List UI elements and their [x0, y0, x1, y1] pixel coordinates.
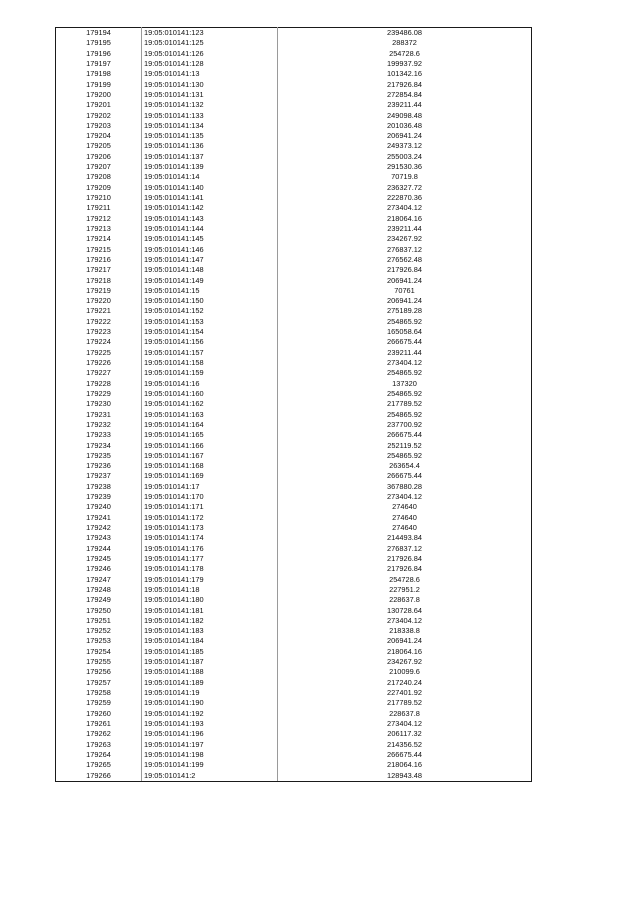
value-cell: 249373.12: [278, 141, 532, 151]
value-cell: 130728.64: [278, 606, 532, 616]
value-cell: 254728.6: [278, 575, 532, 585]
value-cell: 288372: [278, 38, 532, 48]
cadastral-number-cell: 19:05:010141:168: [142, 461, 278, 471]
value-cell: 239211.44: [278, 100, 532, 110]
row-number-cell: 179195: [56, 38, 142, 48]
table-row: [56, 461, 532, 471]
row-number-cell: 179234: [56, 441, 142, 451]
value-cell: 218064.16: [278, 760, 532, 770]
table-row: [56, 224, 532, 234]
cadastral-number-cell: 19:05:010141:170: [142, 492, 278, 502]
value-cell: 274640: [278, 502, 532, 512]
table-row: [56, 667, 532, 677]
row-number-cell: 179229: [56, 389, 142, 399]
table-row: [56, 678, 532, 688]
table-row: [56, 49, 532, 59]
value-cell: 266675.44: [278, 471, 532, 481]
table-row: [56, 59, 532, 69]
table-row: [56, 69, 532, 79]
row-number-cell: 179224: [56, 337, 142, 347]
value-cell: 254865.92: [278, 317, 532, 327]
cadastral-number-cell: 19:05:010141:154: [142, 327, 278, 337]
row-number-cell: 179249: [56, 595, 142, 605]
table-row: [56, 296, 532, 306]
value-cell: 217926.84: [278, 564, 532, 574]
cadastral-number-cell: 19:05:010141:147: [142, 255, 278, 265]
cadastral-number-cell: 19:05:010141:166: [142, 441, 278, 451]
value-cell: 210099.6: [278, 667, 532, 677]
row-number-cell: 179235: [56, 451, 142, 461]
value-cell: 206941.24: [278, 636, 532, 646]
value-cell: 239211.44: [278, 224, 532, 234]
row-number-cell: 179208: [56, 172, 142, 182]
value-cell: 275189.28: [278, 306, 532, 316]
table-row: [56, 38, 532, 48]
cadastral-number-cell: 19:05:010141:169: [142, 471, 278, 481]
value-cell: 274640: [278, 513, 532, 523]
row-number-cell: 179216: [56, 255, 142, 265]
value-cell: 165058.64: [278, 327, 532, 337]
value-cell: 217789.52: [278, 399, 532, 409]
row-number-cell: 179225: [56, 348, 142, 358]
table-row: [56, 502, 532, 512]
value-cell: 206117.32: [278, 729, 532, 739]
table-row: [56, 306, 532, 316]
row-number-cell: 179244: [56, 544, 142, 554]
row-number-cell: 179203: [56, 121, 142, 131]
row-number-cell: 179239: [56, 492, 142, 502]
table-row: [56, 152, 532, 162]
row-number-cell: 179221: [56, 306, 142, 316]
value-cell: 217926.84: [278, 80, 532, 90]
row-number-cell: 179210: [56, 193, 142, 203]
cadastral-number-cell: 19:05:010141:142: [142, 203, 278, 213]
cadastral-number-cell: 19:05:010141:163: [142, 410, 278, 420]
table-row: [56, 141, 532, 151]
table-row: [56, 647, 532, 657]
value-cell: 263654.4: [278, 461, 532, 471]
table-row: [56, 399, 532, 409]
row-number-cell: 179223: [56, 327, 142, 337]
row-number-cell: 179251: [56, 616, 142, 626]
cadastral-number-cell: 19:05:010141:159: [142, 368, 278, 378]
value-cell: 70719.8: [278, 172, 532, 182]
value-cell: 273404.12: [278, 616, 532, 626]
value-cell: 217789.52: [278, 698, 532, 708]
value-cell: 137320: [278, 379, 532, 389]
row-number-cell: 179206: [56, 152, 142, 162]
cadastral-number-cell: 19:05:010141:137: [142, 152, 278, 162]
table-row: [56, 358, 532, 368]
table-row: [56, 585, 532, 595]
cadastral-number-cell: 19:05:010141:179: [142, 575, 278, 585]
row-number-cell: 179209: [56, 183, 142, 193]
value-cell: 206941.24: [278, 276, 532, 286]
cadastral-number-cell: 19:05:010141:184: [142, 636, 278, 646]
table-row: [56, 471, 532, 481]
cadastral-number-cell: 19:05:010141:162: [142, 399, 278, 409]
table-row: [56, 698, 532, 708]
value-cell: 291530.36: [278, 162, 532, 172]
table-row: [56, 441, 532, 451]
table-row: [56, 564, 532, 574]
row-number-cell: 179258: [56, 688, 142, 698]
table-row: [56, 410, 532, 420]
value-cell: 128943.48: [278, 771, 532, 782]
table-row: [56, 544, 532, 554]
cadastral-number-cell: 19:05:010141:130: [142, 80, 278, 90]
row-number-cell: 179220: [56, 296, 142, 306]
table-row: [56, 131, 532, 141]
value-cell: 237700.92: [278, 420, 532, 430]
row-number-cell: 179232: [56, 420, 142, 430]
value-cell: 255003.24: [278, 152, 532, 162]
row-number-cell: 179257: [56, 678, 142, 688]
value-cell: 217240.24: [278, 678, 532, 688]
value-cell: 214356.52: [278, 740, 532, 750]
row-number-cell: 179200: [56, 90, 142, 100]
cadastral-number-cell: 19:05:010141:131: [142, 90, 278, 100]
table-row: [56, 657, 532, 667]
cadastral-number-cell: 19:05:010141:140: [142, 183, 278, 193]
table-row: [56, 709, 532, 719]
value-cell: 234267.92: [278, 234, 532, 244]
value-cell: 218064.16: [278, 214, 532, 224]
row-number-cell: 179214: [56, 234, 142, 244]
value-cell: 222870.36: [278, 193, 532, 203]
row-number-cell: 179215: [56, 245, 142, 255]
row-number-cell: 179231: [56, 410, 142, 420]
table-row: [56, 492, 532, 502]
value-cell: 201036.48: [278, 121, 532, 131]
cadastral-number-cell: 19:05:010141:157: [142, 348, 278, 358]
table-row: [56, 389, 532, 399]
row-number-cell: 179222: [56, 317, 142, 327]
table-row: [56, 430, 532, 440]
cadastral-number-cell: 19:05:010141:125: [142, 38, 278, 48]
row-number-cell: 179228: [56, 379, 142, 389]
row-number-cell: 179264: [56, 750, 142, 760]
row-number-cell: 179197: [56, 59, 142, 69]
cadastral-number-cell: 19:05:010141:164: [142, 420, 278, 430]
cadastral-number-cell: 19:05:010141:134: [142, 121, 278, 131]
row-number-cell: 179213: [56, 224, 142, 234]
value-cell: 239211.44: [278, 348, 532, 358]
value-cell: 199937.92: [278, 59, 532, 69]
cadastral-number-cell: 19:05:010141:189: [142, 678, 278, 688]
cadastral-number-cell: 19:05:010141:133: [142, 111, 278, 121]
cadastral-number-cell: 19:05:010141:19: [142, 688, 278, 698]
table-row: [56, 688, 532, 698]
value-cell: 214493.84: [278, 533, 532, 543]
value-cell: 254728.6: [278, 49, 532, 59]
table-row: [56, 771, 532, 782]
value-cell: 249098.48: [278, 111, 532, 121]
value-cell: 101342.16: [278, 69, 532, 79]
table-row: [56, 337, 532, 347]
table-row: [56, 636, 532, 646]
cadastral-number-cell: 19:05:010141:144: [142, 224, 278, 234]
value-cell: 239486.08: [278, 28, 532, 39]
table-row: [56, 513, 532, 523]
table-row: [56, 420, 532, 430]
row-number-cell: 179196: [56, 49, 142, 59]
cadastral-number-cell: 19:05:010141:13: [142, 69, 278, 79]
value-cell: 228637.8: [278, 709, 532, 719]
value-cell: 206941.24: [278, 296, 532, 306]
row-number-cell: 179194: [56, 28, 142, 39]
cadastral-number-cell: 19:05:010141:193: [142, 719, 278, 729]
row-number-cell: 179201: [56, 100, 142, 110]
cadastral-number-cell: 19:05:010141:199: [142, 760, 278, 770]
table-row: [56, 234, 532, 244]
value-cell: 217926.84: [278, 265, 532, 275]
table-row: [56, 265, 532, 275]
row-number-cell: 179253: [56, 636, 142, 646]
row-number-cell: 179261: [56, 719, 142, 729]
table-row: [56, 719, 532, 729]
row-number-cell: 179199: [56, 80, 142, 90]
value-cell: 218064.16: [278, 647, 532, 657]
cadastral-number-cell: 19:05:010141:190: [142, 698, 278, 708]
row-number-cell: 179205: [56, 141, 142, 151]
table-row: [56, 750, 532, 760]
table-row: [56, 90, 532, 100]
value-cell: 236327.72: [278, 183, 532, 193]
table-row: [56, 183, 532, 193]
cadastral-number-cell: 19:05:010141:153: [142, 317, 278, 327]
table-row: [56, 317, 532, 327]
row-number-cell: 179255: [56, 657, 142, 667]
row-number-cell: 179212: [56, 214, 142, 224]
value-cell: 266675.44: [278, 750, 532, 760]
value-cell: 273404.12: [278, 719, 532, 729]
cadastral-number-cell: 19:05:010141:17: [142, 482, 278, 492]
row-number-cell: 179259: [56, 698, 142, 708]
table-row: [56, 575, 532, 585]
cadastral-number-cell: 19:05:010141:143: [142, 214, 278, 224]
cadastral-number-cell: 19:05:010141:181: [142, 606, 278, 616]
row-number-cell: 179242: [56, 523, 142, 533]
cadastral-number-cell: 19:05:010141:196: [142, 729, 278, 739]
table-row: [56, 626, 532, 636]
cadastral-number-cell: 19:05:010141:173: [142, 523, 278, 533]
table-row: [56, 111, 532, 121]
cadastral-number-cell: 19:05:010141:156: [142, 337, 278, 347]
value-cell: 276837.12: [278, 544, 532, 554]
cadastral-number-cell: 19:05:010141:177: [142, 554, 278, 564]
value-cell: 273404.12: [278, 203, 532, 213]
value-cell: 266675.44: [278, 337, 532, 347]
table-row: [56, 28, 532, 39]
row-number-cell: 179260: [56, 709, 142, 719]
table-row: [56, 348, 532, 358]
table-row: [56, 327, 532, 337]
table-row: [56, 286, 532, 296]
value-cell: 254865.92: [278, 410, 532, 420]
data-table: [55, 27, 532, 782]
cadastral-number-cell: 19:05:010141:176: [142, 544, 278, 554]
cadastral-number-cell: 19:05:010141:146: [142, 245, 278, 255]
value-cell: 252119.52: [278, 441, 532, 451]
row-number-cell: 179237: [56, 471, 142, 481]
row-number-cell: 179219: [56, 286, 142, 296]
row-number-cell: 179250: [56, 606, 142, 616]
row-number-cell: 179217: [56, 265, 142, 275]
row-number-cell: 179236: [56, 461, 142, 471]
table-row: [56, 255, 532, 265]
value-cell: 227951.2: [278, 585, 532, 595]
table-row: [56, 533, 532, 543]
table-row: [56, 162, 532, 172]
value-cell: 70761: [278, 286, 532, 296]
table-row: [56, 121, 532, 131]
table-row: [56, 100, 532, 110]
cadastral-number-cell: 19:05:010141:160: [142, 389, 278, 399]
cadastral-number-cell: 19:05:010141:198: [142, 750, 278, 760]
row-number-cell: 179254: [56, 647, 142, 657]
cadastral-number-cell: 19:05:010141:182: [142, 616, 278, 626]
value-cell: 276562.48: [278, 255, 532, 265]
cadastral-number-cell: 19:05:010141:167: [142, 451, 278, 461]
table-row: [56, 245, 532, 255]
row-number-cell: 179245: [56, 554, 142, 564]
table-row: [56, 595, 532, 605]
value-cell: 254865.92: [278, 368, 532, 378]
row-number-cell: 179202: [56, 111, 142, 121]
cadastral-number-cell: 19:05:010141:187: [142, 657, 278, 667]
row-number-cell: 179230: [56, 399, 142, 409]
value-cell: 206941.24: [278, 131, 532, 141]
row-number-cell: 179256: [56, 667, 142, 677]
row-number-cell: 179262: [56, 729, 142, 739]
row-number-cell: 179252: [56, 626, 142, 636]
value-cell: 234267.92: [278, 657, 532, 667]
cadastral-number-cell: 19:05:010141:16: [142, 379, 278, 389]
cadastral-number-cell: 19:05:010141:165: [142, 430, 278, 440]
table-body: [56, 28, 532, 782]
cadastral-number-cell: 19:05:010141:136: [142, 141, 278, 151]
cadastral-number-cell: 19:05:010141:192: [142, 709, 278, 719]
table-row: [56, 368, 532, 378]
cadastral-number-cell: 19:05:010141:149: [142, 276, 278, 286]
value-cell: 218338.8: [278, 626, 532, 636]
value-cell: 217926.84: [278, 554, 532, 564]
cadastral-number-cell: 19:05:010141:158: [142, 358, 278, 368]
row-number-cell: 179226: [56, 358, 142, 368]
cadastral-number-cell: 19:05:010141:174: [142, 533, 278, 543]
value-cell: 254865.92: [278, 389, 532, 399]
cadastral-number-cell: 19:05:010141:197: [142, 740, 278, 750]
table-row: [56, 172, 532, 182]
value-cell: 276837.12: [278, 245, 532, 255]
row-number-cell: 179207: [56, 162, 142, 172]
cadastral-number-cell: 19:05:010141:172: [142, 513, 278, 523]
value-cell: 227401.92: [278, 688, 532, 698]
cadastral-number-cell: 19:05:010141:152: [142, 306, 278, 316]
cadastral-number-cell: 19:05:010141:139: [142, 162, 278, 172]
cadastral-number-cell: 19:05:010141:183: [142, 626, 278, 636]
table-row: [56, 80, 532, 90]
cadastral-number-cell: 19:05:010141:128: [142, 59, 278, 69]
row-number-cell: 179218: [56, 276, 142, 286]
row-number-cell: 179265: [56, 760, 142, 770]
table-row: [56, 523, 532, 533]
row-number-cell: 179246: [56, 564, 142, 574]
cadastral-number-cell: 19:05:010141:18: [142, 585, 278, 595]
table-row: [56, 379, 532, 389]
row-number-cell: 179247: [56, 575, 142, 585]
table-row: [56, 740, 532, 750]
cadastral-number-cell: 19:05:010141:178: [142, 564, 278, 574]
value-cell: 254865.92: [278, 451, 532, 461]
cadastral-number-cell: 19:05:010141:150: [142, 296, 278, 306]
cadastral-number-cell: 19:05:010141:180: [142, 595, 278, 605]
value-cell: 228637.8: [278, 595, 532, 605]
value-cell: 367880.28: [278, 482, 532, 492]
table-row: [56, 203, 532, 213]
table-row: [56, 760, 532, 770]
value-cell: 273404.12: [278, 492, 532, 502]
table-row: [56, 729, 532, 739]
cadastral-number-cell: 19:05:010141:14: [142, 172, 278, 182]
table-row: [56, 606, 532, 616]
row-number-cell: 179240: [56, 502, 142, 512]
cadastral-number-cell: 19:05:010141:141: [142, 193, 278, 203]
value-cell: 274640: [278, 523, 532, 533]
row-number-cell: 179241: [56, 513, 142, 523]
cadastral-number-cell: 19:05:010141:171: [142, 502, 278, 512]
cadastral-number-cell: 19:05:010141:15: [142, 286, 278, 296]
cadastral-number-cell: 19:05:010141:185: [142, 647, 278, 657]
table-row: [56, 616, 532, 626]
table-row: [56, 482, 532, 492]
row-number-cell: 179266: [56, 771, 142, 782]
cadastral-number-cell: 19:05:010141:135: [142, 131, 278, 141]
table-row: [56, 214, 532, 224]
cadastral-number-cell: 19:05:010141:145: [142, 234, 278, 244]
cadastral-number-cell: 19:05:010141:2: [142, 771, 278, 782]
cadastral-number-cell: 19:05:010141:123: [142, 28, 278, 39]
row-number-cell: 179227: [56, 368, 142, 378]
row-number-cell: 179248: [56, 585, 142, 595]
value-cell: 272854.84: [278, 90, 532, 100]
table-row: [56, 554, 532, 564]
table-row: [56, 193, 532, 203]
table-row: [56, 276, 532, 286]
row-number-cell: 179243: [56, 533, 142, 543]
value-cell: 273404.12: [278, 358, 532, 368]
cadastral-number-cell: 19:05:010141:148: [142, 265, 278, 275]
row-number-cell: 179233: [56, 430, 142, 440]
row-number-cell: 179211: [56, 203, 142, 213]
row-number-cell: 179263: [56, 740, 142, 750]
row-number-cell: 179238: [56, 482, 142, 492]
cadastral-number-cell: 19:05:010141:132: [142, 100, 278, 110]
cadastral-number-cell: 19:05:010141:126: [142, 49, 278, 59]
table-row: [56, 451, 532, 461]
value-cell: 266675.44: [278, 430, 532, 440]
row-number-cell: 179204: [56, 131, 142, 141]
cadastral-number-cell: 19:05:010141:188: [142, 667, 278, 677]
row-number-cell: 179198: [56, 69, 142, 79]
